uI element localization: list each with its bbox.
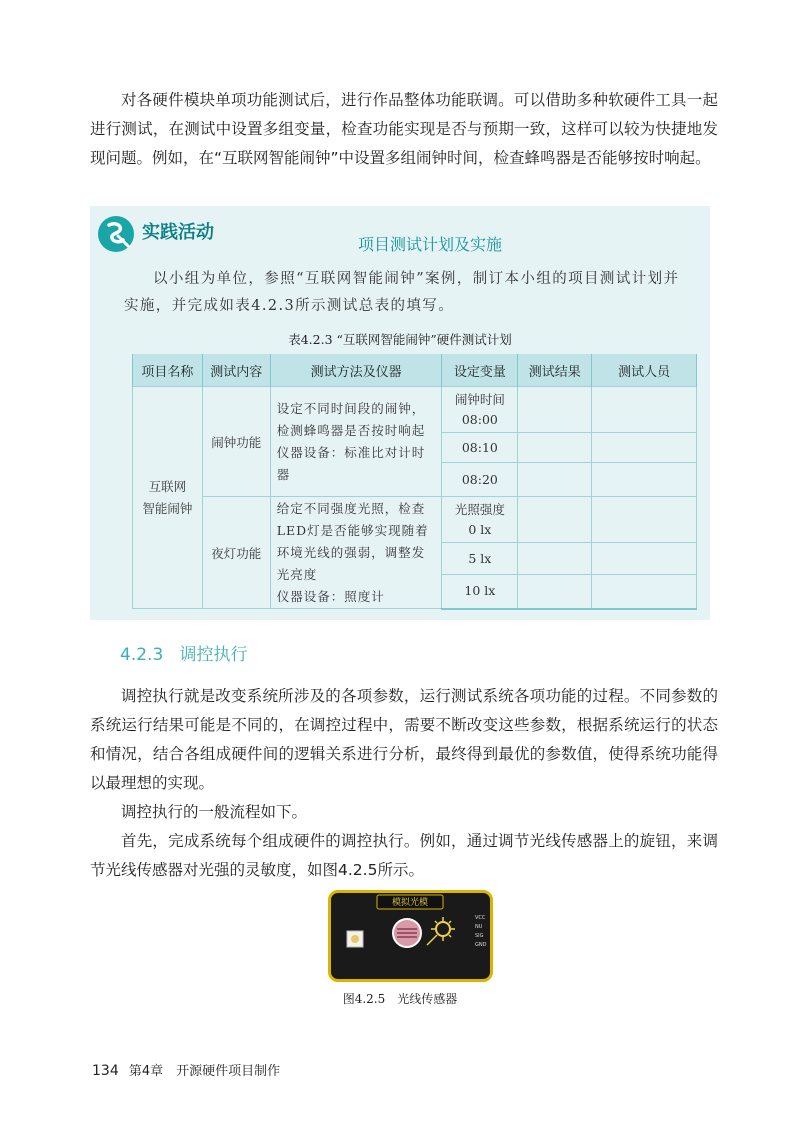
var-value: 08:10: [442, 433, 518, 463]
var-cell: [442, 497, 518, 543]
body-paragraph: 调控执行的一般流程如下。: [121, 803, 308, 821]
pin-label: SIG: [475, 933, 484, 939]
method-cell-nightlight: 给定不同强度光照，检查LED灯是否能够实现随着环境光线的强弱，调整发光亮度 仪器设备：照度计: [270, 497, 442, 609]
tester-cell: [592, 433, 697, 463]
tester-cell: [592, 387, 697, 433]
chapter-title: 第4章 开源硬件项目制作: [128, 1064, 281, 1079]
var-label: 光照强度: [454, 501, 505, 517]
header-result: 测试结果: [518, 354, 592, 387]
content-cell-nightlight: 夜灯功能: [202, 497, 270, 609]
practice-title: 项目测试计划及实施: [357, 235, 502, 254]
intro-text: 对各硬件模块单项功能测试后，进行作品整体功能联调。可以借助多种软硬件工具一起进行测试，在测试中设置多组变量，检查功能实现是否与预期一致，这样可以较为快捷地发现问题。例如，在“互联网智能闹钟”中设置多组闹钟时间，检查蜂鸣器是否能够按时响起。: [90, 91, 718, 167]
var-value: 10 lx: [442, 575, 518, 609]
method-cell-alarm: 设定不同时间段的闹钟，检测蜂鸣器是否按时响起 仪器设备：标准比对计时器: [270, 387, 442, 497]
module-label: 模拟光模: [391, 898, 429, 908]
section-title: 调控执行: [179, 645, 248, 665]
content-cell-alarm: 闹钟功能: [202, 387, 270, 497]
figure-caption: 图4.2.5 光线传感器: [342, 992, 458, 1006]
var-cell: [442, 387, 518, 433]
var-value: 08:00: [461, 411, 498, 427]
hardware-test-table: [132, 354, 697, 610]
header-tester: 测试人员: [592, 354, 697, 387]
pin-label: NU: [475, 924, 483, 930]
pin-label: VCC: [475, 915, 486, 921]
header-method: 测试方法及仪器: [270, 354, 442, 387]
practice-body: [124, 266, 680, 320]
intro-paragraph: [90, 86, 718, 173]
header-project: 项目名称: [133, 354, 203, 387]
body-paragraph: 首先，完成系统每个组成硬件的调控执行。例如，通过调节光线传感器上的旋钮，来调节光线传感器对光强的灵敏度，如图4.2.5所示。: [90, 832, 718, 879]
result-cell: [518, 497, 592, 543]
body-paragraph: 调控执行就是改变系统所涉及的各项参数，运行测试系统各项功能的过程。不同参数的系统运行结果可能是不同的，在调控过程中，需要不断改变这些参数，根据系统运行的状态和情况，结合各组成硬件间的逻辑关系进行分析，最终得到最优的参数值，使得系统功能得以最理想的实现。: [90, 687, 718, 792]
var-value: 5 lx: [442, 543, 518, 575]
practice-instructions: 以小组为单位，参照“互联网智能闹钟”案例，制订本小组的项目测试计划并实施，并完成如表4.2.3所示测试总表的填写。: [124, 271, 680, 314]
practice-label: 实践活动: [142, 222, 214, 243]
section-heading: [120, 640, 247, 665]
result-cell: [518, 575, 592, 609]
var-label: 闹钟时间: [454, 391, 505, 407]
page-number: 134: [92, 1063, 119, 1079]
pin-label: GND: [475, 942, 487, 948]
tester-cell: [592, 463, 697, 497]
tester-cell: [592, 575, 697, 609]
table-row: [133, 497, 697, 543]
header-content: 测试内容: [202, 354, 270, 387]
table-row: [133, 387, 697, 433]
section-number: 4.2.3: [120, 645, 164, 665]
result-cell: [518, 543, 592, 575]
practice-activity-box: [90, 206, 710, 620]
body-paragraphs: [90, 682, 718, 885]
var-value: 0 lx: [468, 521, 492, 537]
project-name-cell: 互联网 智能闹钟: [133, 387, 203, 609]
light-sensor-image: [331, 893, 490, 979]
light-sensor-figure: [328, 890, 493, 982]
var-value: 08:20: [442, 463, 518, 497]
result-cell: [518, 387, 592, 433]
table-caption: 表4.2.3 “互联网智能闹钟”硬件测试计划: [288, 332, 512, 347]
header-variable: 设定变量: [442, 354, 518, 387]
tester-cell: [592, 543, 697, 575]
page-footer: [92, 1060, 280, 1079]
result-cell: [518, 463, 592, 497]
result-cell: [518, 433, 592, 463]
table-header-row: [133, 354, 697, 387]
tester-cell: [592, 497, 697, 543]
